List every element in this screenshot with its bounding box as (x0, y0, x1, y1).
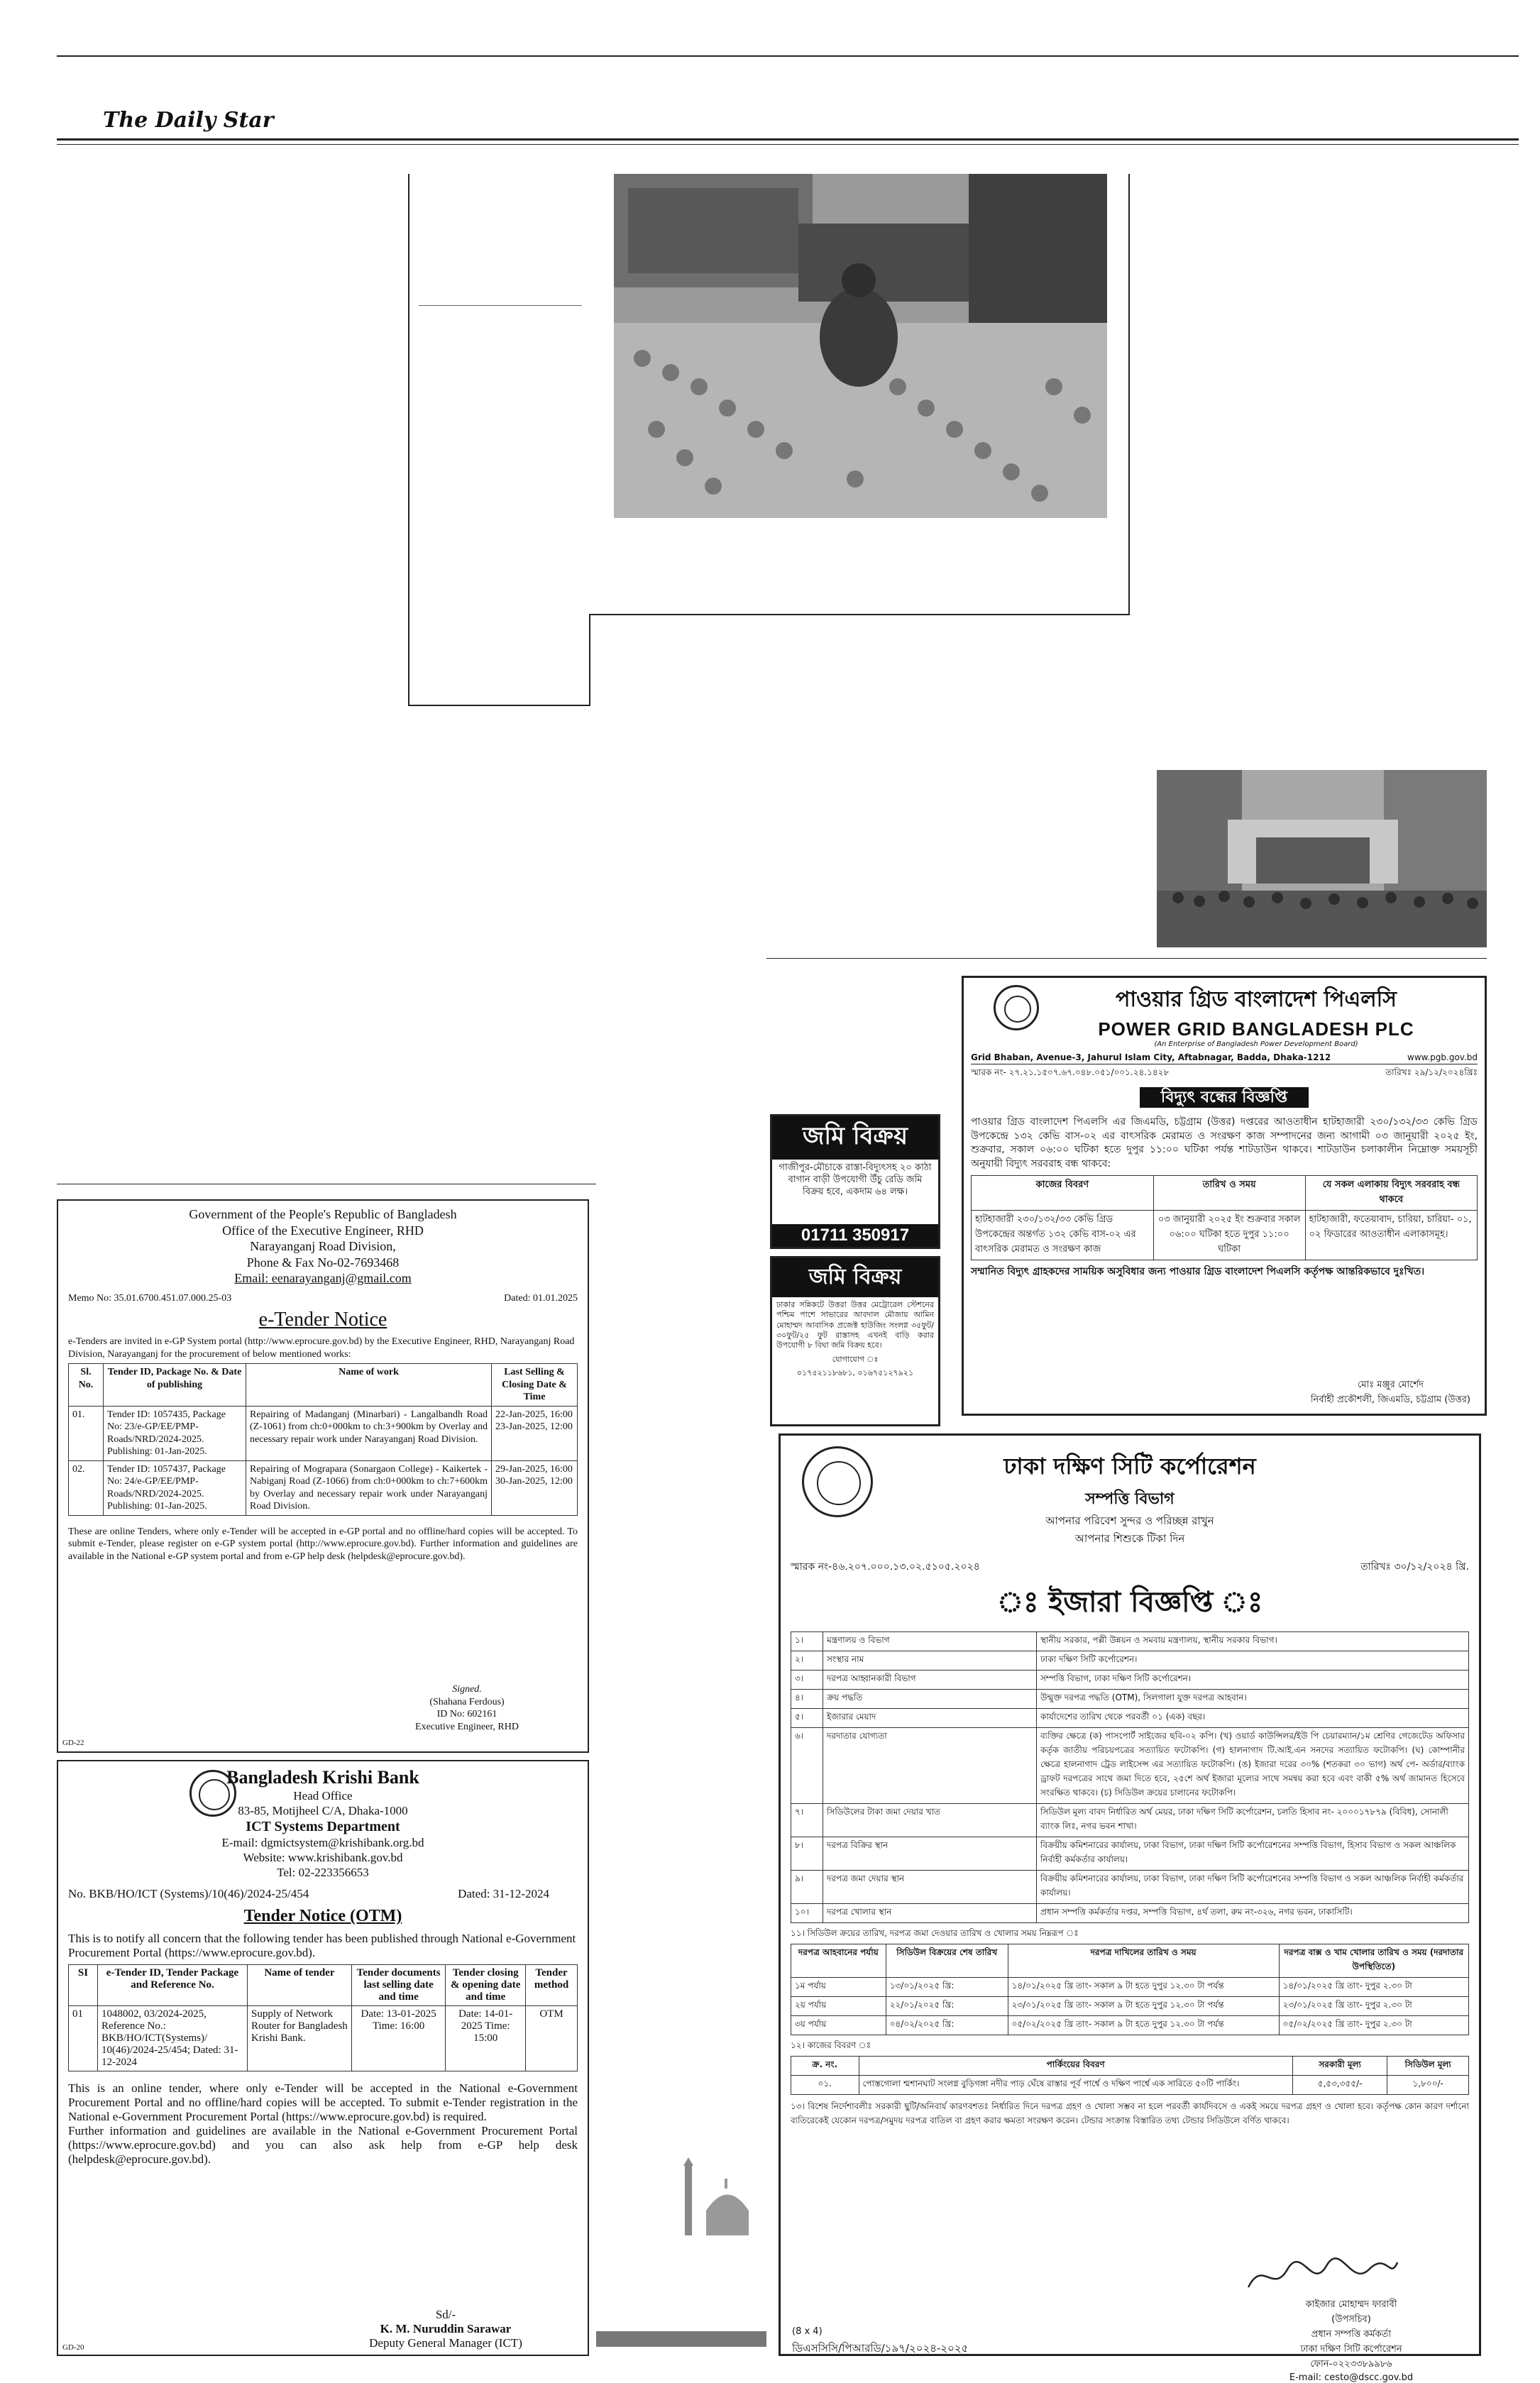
krishi-th: Tender closing & opening date and time (446, 1965, 526, 2006)
dscc-sched-cell: ০৪/০২/২০২৫ খ্রি: (886, 2016, 1008, 2035)
dscc-cell: ব্যক্তির ক্ষেত্রে (ক) পাসপোর্ট সাইজের ছবি-০২ কপি। (খ) ওয়ার্ড কাউন্সিলর/ইউ পি চেয়ারম্যান/১ম শ্রেণির গেজেটেড অফিসার কর্তৃক জাতীয় পরিচয়পত্রের সত্যায়িত ফটোকপি। (গ) হালনাগাদ টি.আই.এন সনদের সত্যায়িত ফটোকপি। (ঘ) কোম্পানীর ক্ষেত্রে হালনাগাদ ট্রেড লাইসেন্স এর সত্যায়িত ফটোকপি। (ঙ) ইজারা দরের ৩০% (শতকরা ৩০ ভাগ) অর্থ পে- অর্ডার/ব্যাংক ড্রাফট দরপত্রের সাথে জমা দিতে হবে, ২৫শে অর্থ ইজারা মূল্যের সাথে সমন্বয় করা হবে এবং বাকী ৫% অর্থ জামানত হিসেবে সংরক্ষিত থাকবে। (চ) সিডিউল ক্রয়ের চালানের ফটোকপি। (1037, 1728, 1469, 1804)
dscc-title: ঢাকা দক্ষিণ সিটি কর্পোরেশন (1003, 1453, 1256, 1480)
pgb-memo: স্মারক নং- ২৭.২১.১৫০৭.৬৭.০৪৮.০৫১/০০১.২৪.১৪২৮ (971, 1067, 1170, 1077)
dscc-signature-scribble (1245, 2255, 1401, 2301)
pgb-tagline: (An Enterprise of Bangladesh Power Development Board) (1154, 1040, 1358, 1048)
land1-title: জমি বিক্রয় (772, 1116, 938, 1160)
dscc-cell: ১০। (791, 1904, 823, 1923)
land-sale-ad-1 (770, 1114, 940, 1249)
crowd-photo (1157, 770, 1487, 947)
dscc-size: (8 x 4) (792, 2326, 823, 2337)
dscc-work-th: ক্র. নং. (791, 2057, 859, 2076)
dscc-slogan-2: আপনার শিশুকে টিকা দিন (1074, 1532, 1185, 1545)
pgb-designation: নির্বাহী প্রকৌশলী, জিএমডি, চট্টগ্রাম (উত্তর) (1310, 1394, 1470, 1405)
dscc-cell: ক্রয় পদ্ধতি (823, 1690, 1037, 1709)
rhd-header-l2: Office of the Executive Engineer, RHD (222, 1223, 424, 1238)
krishi-para2: Further information and guidelines are available in the National e-Government Procurement Portal (https://www.eprocure.gov.bd) and you can also ask help from e-GP help desk (helpdesk@eprocure.gov.bd). (68, 2124, 578, 2167)
rhd-header-l4: Phone & Fax No-02-7693468 (246, 1255, 400, 1270)
table-row (69, 2006, 578, 2071)
dscc-work-cell: ০১. (791, 2076, 859, 2095)
dscc-designation-2: ঢাকা দক্ষিণ সিটি কর্পোরেশন (1300, 2344, 1402, 2355)
dscc-cell: ৭। (791, 1804, 823, 1837)
pgb-cell: হাটহাজারী ২৩০/১৩২/৩৩ কেভি গ্রিড উপকেন্দ্রের অন্তর্গত ১৩২ কেভি বাস-০২ এর বাৎসরিক মেরামত ও সংরক্ষণ কাজ (972, 1211, 1154, 1260)
krishi-cell: 01 (69, 2006, 98, 2071)
rhd-memo: Memo No: 35.01.6700.451.07.000.25-03 (68, 1292, 232, 1304)
masthead-rule-1 (57, 138, 1519, 141)
krishi-cell: Date: 13-01-2025 Time: 16:00 (351, 2006, 446, 2071)
land2-title: জমি বিক্রয় (772, 1258, 938, 1297)
dscc-sched-cell: ২২/০১/২০২৫ খ্রি: (886, 1997, 1008, 2016)
dscc-work-th: সরকারী মূল্য (1292, 2057, 1387, 2076)
krishi-table (68, 1964, 578, 2071)
pgb-logo-icon (994, 985, 1039, 1030)
pgb-name-bn: পাওয়ার গ্রিড বাংলাদেশ পিএলসি (1116, 987, 1397, 1012)
dscc-cell: স্থানীয় সরকার, পল্লী উন্নয়ন ও সমবায় মন্ত্রণালয়, স্থানীয় সরকার বিভাগ। (1037, 1632, 1469, 1651)
dscc-items-table (791, 1631, 1469, 1923)
table-row (791, 1651, 1469, 1671)
dscc-memo: স্মারক নং-৪৬.২০৭.০০০.১৩.০২.৫১০৫.২০২৪ (791, 1561, 980, 1573)
rhd-header-l1: Government of the People's Republic of Bangladesh (189, 1207, 457, 1221)
dscc-sched-th: দরপত্র বাক্স ও খাম খোলার তারিখ ও সময় (দরদাতার উপস্থিতিতে) (1279, 1944, 1468, 1978)
table-row (791, 1671, 1469, 1690)
dscc-cell: দরপত্র আহ্বানকারী বিভাগ (823, 1671, 1037, 1690)
dscc-cell: সংস্থার নাম (823, 1651, 1037, 1671)
masthead-rule-2 (57, 144, 1519, 145)
rhd-cell: Repairing of Madanganj (Minarbari) - Langalbandh Road (Z-1061) from ch:0+000km to ch:3+900km by Overlay and necessary repair work under Narayanganj Road Division. (246, 1406, 492, 1460)
krishi-dated: Dated: 31-12-2024 (458, 1887, 549, 1901)
top-rule (57, 55, 1519, 57)
dscc-cell: ১। (791, 1632, 823, 1651)
dscc-designation-1: প্রধান সম্পত্তি কর্মকর্তা (1311, 2329, 1392, 2340)
krishi-ref: No. BKB/HO/ICT (Systems)/10(46)/2024-25/454 (68, 1887, 309, 1901)
mosque-bar (596, 2331, 766, 2347)
krishi-th: SI (69, 1965, 98, 2006)
land2-body: ঢাকার সন্নিকটে উত্তরা উত্তর মেট্রোরেল স্টেশনের পশ্চিম পাশে সাভারের আবদাল মৌজায় আমিন মোহাম্মদ আবাসিক প্রজেক্ট হাউজিং সংলগ্ন ৩৫ফুট/৩০ফুট/২৫ ফুট রাস্তাসহ এখনই বাড়ি করার উপযোগী ৮ বিঘা জমি বিক্রয় হবে। (776, 1300, 934, 1350)
rhd-signer: (Shahana Ferdous) (429, 1696, 505, 1707)
rhd-cell: 02. (69, 1460, 104, 1515)
dscc-cell: সিডিউল মূল্য বাবদ নির্ধারিত অর্থ মেয়র, ঢাকা দক্ষিণ সিটি কর্পোরেশন, চলতি হিসাব নং- ২০০০১৭৮৭৯ (বিবিধ), সোনালী ব্যাংক লিঃ, নগর ভবন শাখা। (1037, 1804, 1469, 1837)
dscc-sched-cell: ৩য় পর্যায় (791, 2016, 886, 2035)
pgb-web: www.pgb.gov.bd (1407, 1052, 1478, 1062)
land2-contact: যোগাযোগ ঃ (832, 1355, 879, 1365)
krishi-cell: Date: 14-01-2025 Time: 15:00 (446, 2006, 526, 2071)
krishi-designation: Deputy General Manager (ICT) (369, 2336, 522, 2350)
pottery-photo (614, 174, 1107, 518)
dscc-work-cell: ৫,৫৩,৩৫৫/- (1292, 2076, 1387, 2095)
rhd-dated: Dated: 01.01.2025 (504, 1292, 578, 1304)
article-frame-mid (589, 614, 590, 706)
dscc-sched-cell: ০৫/০২/২০২৫ খ্রি তাং- দুপুর ২.৩০ টা (1279, 2016, 1468, 2035)
table-row (791, 1804, 1469, 1837)
dscc-ref: ডিএসসিসি/পিআরডি/১৯৭/২০২৪-২০২৫ (792, 2342, 969, 2355)
rhd-header-l3: Narayanganj Road Division, (250, 1239, 396, 1253)
pgb-body: পাওয়ার গ্রিড বাংলাদেশ পিএলসি এর জিএমডি, চট্টগ্রাম (উত্তর) দপ্তরের আওতাধীন হাটহাজারী ২৩০/১৩২/৩৩ কেভি গ্রিড উপকেন্দ্রে ১৩২ কেভি বাস-০২ এর বাৎসরিক মেরামত ও সংরক্ষণ কাজ সম্পাদনের জন্য আগামী ০৩ জানুয়ারী ২০২৫ ইং, শুক্রবার, সকাল ০৬:০০ ঘটিকা হতে দুপুর ১১:০০ ঘটিকা পর্যন্ত শাটডাউন থাকবে। শাটডাউন চলাকালীন নিম্নোক্ত সময়সূচী অনুযায়ী বিদ্যুৎ সরবরাহ বন্ধ থাকবে: (971, 1116, 1478, 1170)
krishi-th: Tender documents last selling date and time (351, 1965, 446, 2006)
dscc-work-table (791, 2056, 1469, 2095)
rhd-table (68, 1363, 578, 1516)
dscc-cell: সিডিউলের টাকা জমা দেয়ার খাত (823, 1804, 1037, 1837)
pgb-name-en: POWER GRID BANGLADESH PLC (1098, 1018, 1414, 1040)
pgb-th: কাজের বিবরণ (972, 1176, 1154, 1211)
pgb-cell: হাটহাজারী, ফতেয়াবাদ, চারিয়া, চারিয়া- ০১, ০২ ফিডারের আওতাধীন এলাকাসমূহ। (1305, 1211, 1477, 1260)
dscc-sched-th: দরপত্র আহবানের পর্যায় (791, 1944, 886, 1978)
pgb-th: যে সকল এলাকায় বিদ্যুৎ সরবরাহ বন্ধ থাকবে (1305, 1176, 1477, 1211)
dscc-sched-cell: ২৩/০১/২০২৫ খ্রি তাং- সকাল ৯ টা হতে দুপুর ১২.৩০ টা পর্যন্ত (1008, 1997, 1279, 2016)
rhd-th-sl: Sl. No. (69, 1364, 104, 1407)
dscc-cell: বিক্রয়ীয় কমিশনারের কার্যালয়, ঢাকা বিভাগ, ঢাকা দক্ষিণ সিটি কর্পোরেশনের সম্পত্তি বিভাগ, হিসাব বিভাগ ও সকল আঞ্চলিক নির্বাহী কর্মকর্তার কার্যালয়। (1037, 1837, 1469, 1871)
dscc-lease-notice (779, 1433, 1481, 2383)
dscc-cell: ৩। (791, 1671, 823, 1690)
caption-divider (419, 305, 582, 306)
krishi-code: GD-20 (62, 2343, 84, 2352)
dscc-notice-title: ঃ ইজারা বিজ্ঞপ্তি ঃ (996, 1586, 1263, 1619)
article-frame-inner (589, 614, 1128, 615)
dscc-sched-th: সিডিউল বিক্রয়ের শেষ তারিখ (886, 1944, 1008, 1978)
krishi-org: Bangladesh Krishi Bank (226, 1767, 419, 1788)
land1-body: গাজীপুর-মৌচাকে রাস্তা-বিদ্যুৎসহ ২০ কাঠা বাগান বাড়ী উপযোগী উঁচু রেডি জমি বিক্রয় হবে, একদাম ৬৪ লক্ষ। (779, 1162, 932, 1197)
table-row (69, 1406, 578, 1460)
dscc-slogan-1: আপনার পরিবেশ সুন্দর ও পরিচ্ছন্ন রাখুন (1045, 1514, 1214, 1527)
dscc-sched-cell: ১৪/০১/২০২৫ খ্রি তাং- সকাল ৯ টা হতে দুপুর ১২.৩০ টা পর্যন্ত (1008, 1978, 1279, 1997)
land1-phone: 01711 350917 (772, 1224, 938, 1247)
krishi-sd: Sd/- (435, 2308, 456, 2321)
power-grid-notice (962, 976, 1487, 1416)
rhd-header-email: Email: eenarayanganj@gmail.com (234, 1271, 412, 1285)
dscc-email: E-mail: cesto@dscc.gov.bd (1289, 2372, 1414, 2383)
pgb-table (971, 1175, 1478, 1260)
rhd-cell: 01. (69, 1406, 104, 1460)
rhd-tender-notice (57, 1199, 589, 1753)
krishi-email: E-mail: dgmictsystem@krishibank.org.bd (221, 1835, 424, 1849)
krishi-th: e-Tender ID, Tender Package and Reference No. (98, 1965, 248, 2006)
table-row (791, 1837, 1469, 1871)
table-row (791, 1690, 1469, 1709)
article-frame-left (408, 174, 409, 706)
pgb-th: তারিখ ও সময় (1153, 1176, 1305, 1211)
dscc-item-11: ১১। সিডিউল ক্রয়ের তারিখ, দরপত্র জমা দেওয়ার তারিখ ও খোলার সময় নিম্নরূপ ঃ (791, 1928, 1079, 1938)
krishi-para1: This is an online tender, where only e-Tender will be accepted in the National e-Government Procurement Portal and no offline/hard copies will be accepted. To submit e-Tender registration in the National e-Government Procurement Portal (https://www.eprocure.gov.bd) is required. (68, 2081, 578, 2124)
dscc-date: তারিখঃ ৩০/১২/২০২৪ খ্রি. (1360, 1561, 1469, 1573)
table-row (791, 1871, 1469, 1904)
krishi-website: Website: www.krishibank.gov.bd (243, 1850, 403, 1864)
table-row (791, 1709, 1469, 1728)
rhd-th-date: Last Selling & Closing Date & Time (492, 1364, 578, 1407)
pgb-cell: ০৩ জানুয়ারী ২০২৫ ইং শুক্রবার সকাল ০৬:০০ ঘটিকা হতে দুপুর ১১:০০ ঘটিকা (1153, 1211, 1305, 1260)
dscc-schedule-table (791, 1944, 1469, 2035)
dscc-cell: দরপত্র জমা দেয়ার স্থান (823, 1871, 1037, 1904)
dscc-cell: সম্পত্তি বিভাগ, ঢাকা দক্ষিণ সিটি কর্পোরেশন। (1037, 1671, 1469, 1690)
dscc-item-12: ১২। কাজের বিবরণ ঃ (791, 2040, 871, 2050)
dscc-cell: ঢাকা দক্ষিণ সিটি কর্পোরেশন। (1037, 1651, 1469, 1671)
dscc-cell: মন্ত্রণালয় ও বিভাগ (823, 1632, 1037, 1651)
krishi-office: Head Office (293, 1789, 353, 1803)
table-row (791, 2076, 1469, 2095)
dscc-cell: উন্মুক্ত দরপত্র পদ্ধতি (OTM), সিলগালা যুক্ত দরপত্র আহবান। (1037, 1690, 1469, 1709)
rhd-cell: 22-Jan-2025, 16:00 23-Jan-2025, 12:00 (492, 1406, 578, 1460)
dscc-work-cell: পোস্তগোলা শ্মশানঘাট সংলগ্ন বুড়িগঙ্গা নদীর পাড় ঘেঁষে রাস্তার পূর্ব পার্শ্বে ও দক্ষিণ পার্শ্বে এক সারিতে ৫০টি পার্কিং। (859, 2076, 1292, 2095)
dscc-sched-cell: ২৩/০১/২০২৫ খ্রি তাং- দুপুর ২.৩০ টা (1279, 1997, 1468, 2016)
pgb-address: Grid Bhaban, Avenue-3, Jahurul Islam City, Aftabnagar, Badda, Dhaka-1212 (971, 1052, 1331, 1062)
masthead-logo: The Daily Star (103, 108, 274, 133)
rhd-paragraph: These are online Tenders, where only e-Tender will be accepted in e-GP portal and no offline/hard copies will be accepted. To submit e-Tender, please register on e-GP system portal (http://www.eprocure.gov.bd). Further information and guidelines are available in the National e-GP system portal and from e-GP help desk (helpdesk@eprocure.gov.bd). (68, 1526, 578, 1562)
rhd-id: ID No: 602161 (436, 1709, 497, 1719)
dscc-work-cell: ১,৮০০/- (1387, 2076, 1469, 2095)
rhd-cell: Tender ID: 1057437, Package No: 24/e-GP/EE/PMP-Roads/NRD/2024-2025. Publishing: 01-Jan-2025. (104, 1460, 246, 1515)
dscc-cell: দরপত্র বিক্রির স্থান (823, 1837, 1037, 1871)
dscc-signer: কাইজার মোহাম্মদ ফারাবী (1305, 2299, 1397, 2310)
article-frame-bottom (408, 705, 589, 706)
rhd-title: e-Tender Notice (258, 1309, 387, 1331)
dscc-sched-cell: ০৫/০২/২০২৫ খ্রি তাং- সকাল ৯ টা হতে দুপুর ১২.৩০ টা পর্যন্ত (1008, 2016, 1279, 2035)
dscc-work-th: সিডিউল মূল্য (1387, 2057, 1469, 2076)
mosque-icon (678, 2157, 763, 2242)
krishi-intro: This is to notify all concern that the following tender has been published through National e-Government Procurement Portal (https://www.eprocure.gov.bd). (68, 1932, 576, 1960)
dscc-sched-cell: ১৪/০১/২০২৫ খ্রি তাং- দুপুর ২.৩০ টা (1279, 1978, 1468, 1997)
krishi-tel: Tel: 02-223356653 (277, 1866, 369, 1879)
table-row (791, 1978, 1469, 1997)
krishi-tender-notice (57, 1760, 589, 2356)
krishi-cell: Supply of Network Router for Bangladesh Krishi Bank. (248, 2006, 352, 2071)
rhd-th-work: Name of work (246, 1364, 492, 1407)
table-row (791, 1904, 1469, 1923)
rhd-intro: e-Tenders are invited in e-GP System portal (http://www.eprocure.gov.bd) by the Executive Engineer, RHD, Narayanganj Road Division, Narayanganj for the procurement of below mentioned works: (68, 1336, 575, 1360)
table-row (69, 1460, 578, 1515)
dscc-cell: ৫। (791, 1709, 823, 1728)
rhd-cell: Tender ID: 1057435, Package No: 23/e-GP/EE/PMP-Roads/NRD/2024-2025. Publishing: 01-Jan-2025. (104, 1406, 246, 1460)
dscc-phone: ফোন-০২২৩৩৮৯৯৮৬ (1310, 2359, 1392, 2370)
dscc-logo-icon (802, 1446, 873, 1517)
krishi-cell: 1048002, 03/2024-2025, Reference No.: BKB/HO/ICT(Systems)/ 10(46)/2024-25/454; Dated: 31-12-2024 (98, 2006, 248, 2071)
pgb-closing: সম্মানিত বিদ্যুৎ গ্রাহকদের সাময়িক অসুবিধার জন্য পাওয়ার গ্রিড বাংলাদেশ পিএলসি কর্তৃপক্ষ আন্তরিকভাবে দুঃখিত। (971, 1266, 1425, 1278)
table-row (791, 2016, 1469, 2035)
rhd-cell: 29-Jan-2025, 16:00 30-Jan-2025, 12:00 (492, 1460, 578, 1515)
dscc-cell: দরপত্র খোলার স্থান (823, 1904, 1037, 1923)
land-sale-ad-2 (770, 1256, 940, 1426)
table-row (791, 1632, 1469, 1651)
krishi-seal-icon (189, 1770, 236, 1817)
pgb-title: বিদ্যুৎ বন্ধের বিজ্ঞপ্তি (1140, 1087, 1309, 1108)
dscc-dept: সম্পত্তি বিভাগ (1085, 1490, 1175, 1508)
dscc-cell: কার্যাদেশের তারিখ থেকে পরবর্তী ০১ (এক) বছর। (1037, 1709, 1469, 1728)
rhd-signed: Signed. (452, 1684, 482, 1695)
pgb-signer: মোঃ মঞ্জুর মোর্শেদ (1357, 1380, 1424, 1390)
rhd-th-id: Tender ID, Package No. & Date of publishing (104, 1364, 246, 1407)
rhd-code: GD-22 (62, 1739, 84, 1748)
krishi-th: Name of tender (248, 1965, 352, 2006)
dscc-sched-th: দরপত্র দাখিলের তারিখ ও সময় (1008, 1944, 1279, 1978)
krishi-signer: K. M. Nuruddin Sarawar (380, 2322, 512, 2335)
dscc-cell: দরদাতার যোগ্যতা (823, 1728, 1037, 1804)
dscc-cell: ৯। (791, 1871, 823, 1904)
dscc-item-13: ১৩। বিশেষ নির্দেশাবলীঃ সরকারী ছুটি/অনিবার্য কারণবশতঃ নির্ধারিত দিনে দরপত্র গ্রহণ ও খোলা সম্ভব না হলে পরবর্তী কার্যদিবসে ও একই সময়ে দরপত্র গ্রহণ ও খোলা হবে। কর্তৃপক্ষ কোন কারণ দর্শানো ব্যতিরেকেই যেকোন দরপত্র/সমুদয় দরপত্র বাতিল বা গ্রহণ করার ক্ষমতা সংরক্ষণ করেন। টেন্ডার সংক্রান্ত বিস্তারিত তথ্য টেন্ডার সিডিউলে বর্ণিত থাকবে। (791, 2101, 1469, 2125)
article-frame-right (1128, 174, 1130, 615)
table-row (791, 1728, 1469, 1804)
rhd-cell: Repairing of Mograpara (Sonargaon College) - Kaikertek - Nabiganj Road (Z-1066) from ch:0+000km to ch:7+600km by Overlay and necessary repair work under Narayanganj Road Division. (246, 1460, 492, 1515)
dscc-sched-cell: ১৩/০১/২০২৫ খ্রি: (886, 1978, 1008, 1997)
krishi-address: 83-85, Motijheel C/A, Dhaka-1000 (238, 1804, 408, 1818)
dscc-cell: ৪। (791, 1690, 823, 1709)
table-row (972, 1211, 1478, 1260)
pgb-date: তারিখঃ ২৯/১২/২০২৪খ্রিঃ (1385, 1067, 1478, 1077)
dscc-cell: ৮। (791, 1837, 823, 1871)
dscc-cell: বিক্রয়ীয় কমিশনারের কার্যালয়, ঢাকা বিভাগ, ঢাকা দক্ষিণ সিটি কর্পোরেশনের সম্পত্তি বিভাগ ও সকল আঞ্চলিক নির্বাহী কর্মকর্তার কার্যালয়। (1037, 1871, 1469, 1904)
krishi-title: Tender Notice (OTM) (243, 1907, 402, 1926)
ad-column-rule (766, 958, 1487, 959)
rhd-designation: Executive Engineer, RHD (414, 1721, 519, 1732)
krishi-th: Tender method (526, 1965, 578, 2006)
dscc-sign-role: (উপসচিব) (1331, 2314, 1371, 2325)
dscc-cell: ৬। (791, 1728, 823, 1804)
krishi-dept: ICT Systems Department (246, 1818, 400, 1834)
table-row (791, 1997, 1469, 2016)
dscc-cell: ইজারার মেয়াদ (823, 1709, 1037, 1728)
dscc-cell: ২। (791, 1651, 823, 1671)
krishi-cell: OTM (526, 2006, 578, 2071)
dscc-cell: প্রধান সম্পত্তি কর্মকর্তার দপ্তর, সম্পত্তি বিভাগ, ৪র্থ তলা, রুম নং-৩২৬, নগর ভবন, ঢাকাসিটি। (1037, 1904, 1469, 1923)
dscc-sched-cell: ১ম পর্যায় (791, 1978, 886, 1997)
dscc-sched-cell: ২য় পর্যায় (791, 1997, 886, 2016)
dscc-work-th: পার্কিংয়ের বিবরণ (859, 2057, 1292, 2076)
land2-phones: ০১৭৫২১১৮৬৮১, ০১৬৭৫১২৭৯২১ (796, 1368, 914, 1378)
